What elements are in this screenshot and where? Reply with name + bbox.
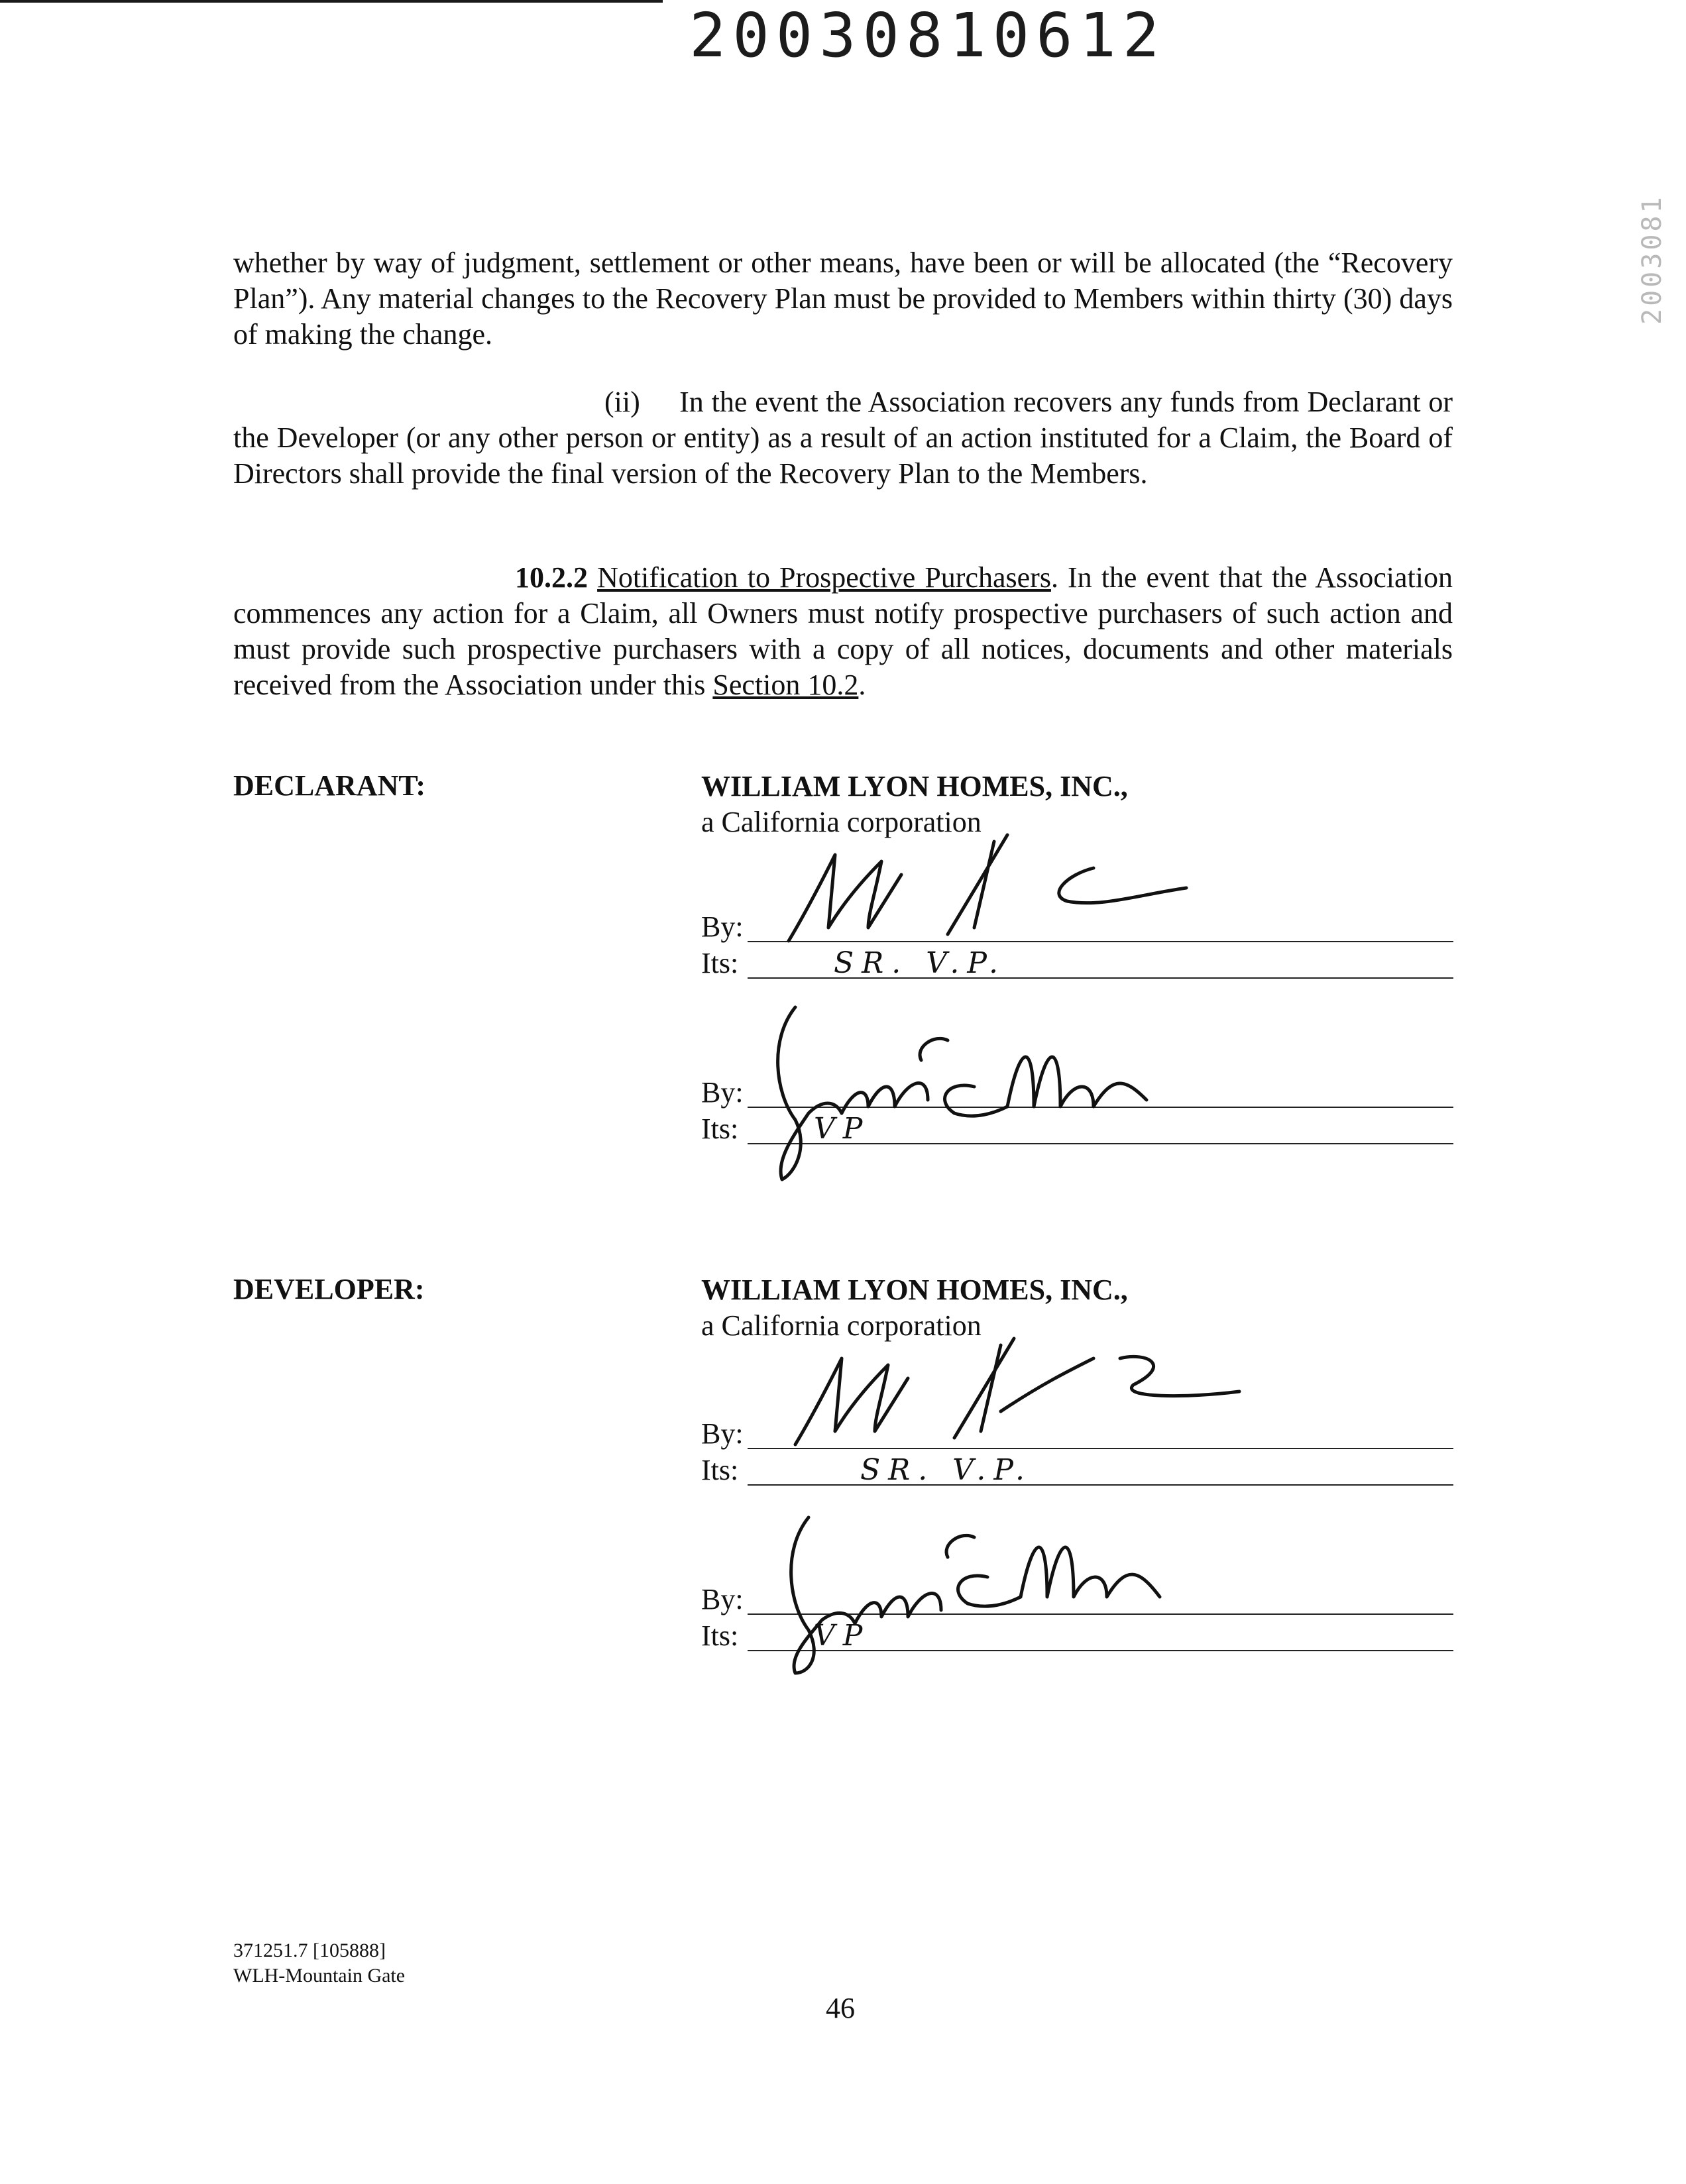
developer-its-value-2: VP	[814, 1619, 871, 1653]
declarant-descriptor: a California corporation	[701, 806, 982, 838]
section-reference: Section 10.2	[712, 669, 859, 701]
declarant-label: DECLARANT:	[233, 769, 426, 802]
section-10-2-2: 10.2.2 Notification to Prospective Purchasers. In the event that the Association commences any action for a Claim, all Owners must notify prospective purchasers of such action and must provide such prospective purchasers with a copy of all notices, documents and other materials received from the Association under this Section 10.2.	[233, 561, 1453, 701]
footer-left	[233, 1938, 405, 1989]
side-stamp: 2003081	[1637, 194, 1667, 325]
footer-project: WLH-Mountain Gate	[233, 1965, 406, 1987]
developer-signature-2	[769, 1511, 1286, 1676]
recording-number: 20030810612	[689, 0, 1166, 71]
declarant-its-row-1: Its: SR. V.P.	[701, 944, 1453, 981]
developer-its-row-2: Its: VP	[701, 1617, 1453, 1654]
developer-descriptor: a California corporation	[701, 1309, 982, 1342]
developer-by-row-2: By:	[701, 1580, 1453, 1617]
developer-by-row-1: By:	[701, 1415, 1453, 1452]
paragraph-ii-marker: (ii)	[604, 386, 640, 418]
declarant-its-value-1: SR. V.P.	[834, 946, 1006, 980]
paragraph-recovery-plan: whether by way of judgment, settlement or other means, have been or will be allocated (the “Recovery Plan”). Any material changes to the Recovery Plan must be provided to Members within thirty (30) days of making the change.	[233, 246, 1453, 351]
declarant-by-row-2: By:	[701, 1073, 1453, 1111]
footer-doc-id: 371251.7 [105888]	[233, 1939, 386, 1961]
declarant-its-value-2: VP	[814, 1112, 871, 1146]
page-number: 46	[826, 1992, 855, 2024]
developer-its-row-1: Its: SR. V.P.	[701, 1451, 1453, 1488]
developer-signature-1	[789, 1332, 1253, 1464]
section-number: 10.2.2	[515, 561, 588, 594]
declarant-signature-2	[756, 1001, 1272, 1186]
developer-label: DEVELOPER:	[233, 1273, 425, 1305]
declarant-company: WILLIAM LYON HOMES, INC.,	[701, 770, 1128, 802]
declarant-its-row-2: Its: VP	[701, 1110, 1453, 1147]
developer-its-value-1: SR. V.P.	[860, 1453, 1033, 1487]
section-title: Notification to Prospective Purchasers	[597, 561, 1051, 594]
developer-company: WILLIAM LYON HOMES, INC.,	[701, 1274, 1128, 1306]
top-rule	[0, 0, 663, 3]
paragraph-ii: (ii) In the event the Association recovers any funds from Declarant or the Developer (or any other person or entity) as a result of an action instituted for a Claim, the Board of Directors shall provide the final version of the Recovery Plan to the Members.	[233, 386, 1453, 490]
declarant-signature-1	[782, 828, 1206, 961]
declarant-by-row-1: By:	[701, 908, 1453, 945]
